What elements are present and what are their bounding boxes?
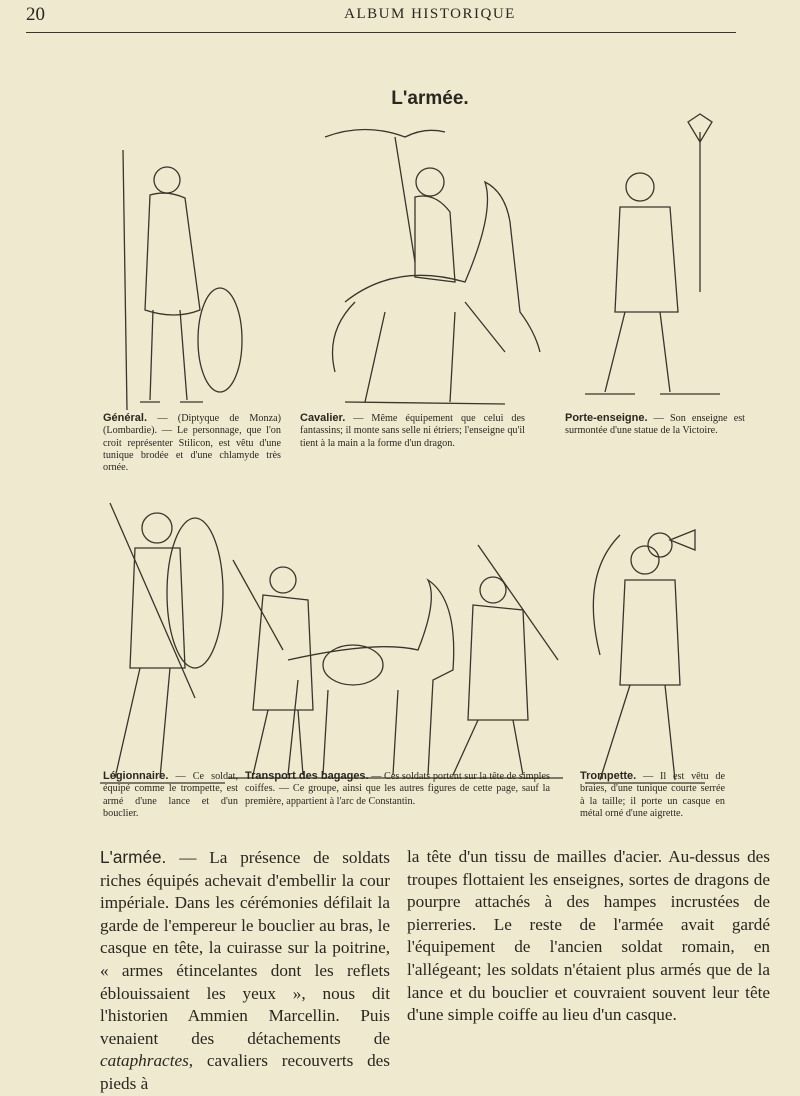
caption-general: Général. — (Diptyque de Monza) (Lombardie). — Le personnage, que l'on croit représenter Stilicon, est vêtu d'une tunique brodée et d'une chlamyde très ornée. xyxy=(103,412,281,474)
caption-legionnaire: Légionnaire. — Ce soldat, équipé comme le trompette, est armé d'une lance et d'un bouclier. xyxy=(103,770,239,819)
illustration-trompette xyxy=(580,515,710,790)
running-title: ALBUM HISTORIQUE xyxy=(344,6,516,22)
illustration-transport-bagages xyxy=(228,540,563,785)
caption-trompette: Trompette. — Il est vêtu de braies, d'une tunique courte serrée à la taille; il porte un casque en métal orné d'une aigrette. xyxy=(580,770,725,819)
page-title: L'armée. xyxy=(391,88,469,109)
caption-transport-bagages: Transport des bagages. — Ces soldats portent sur la tête de simples coiffes. — Ce groupe, ainsi que les autres figures de cette page, sauf la première, appartient à l'arc de Constantin. xyxy=(245,770,550,807)
illustration-legionnaire xyxy=(95,498,230,793)
header-rule xyxy=(26,32,736,33)
illustration-cavalier xyxy=(305,112,550,412)
illustration-general xyxy=(105,140,245,415)
illustration-porte-enseigne xyxy=(560,112,735,402)
body-column-left: L'armée. — La présence de soldats riches équipés achevait d'embellir la cour impériale. Dans les cérémonies défilait la garde de l'empereur le bouclier au bras, le casque en tête, la cuirasse sur la poitrine, « armes étincelantes dont les reflets éblouissaient les yeux », nous dit l'historien Ammien Marcellin. Puis venaient des détachements de cataphractes, cavaliers recouverts des pieds à xyxy=(100,847,390,1093)
page-number: 20 xyxy=(26,4,45,25)
caption-porte-enseigne: Porte-enseigne. — Son enseigne est surmontée d'une statue de la Victoire. xyxy=(565,412,746,437)
caption-cavalier: Cavalier. — Même équipement que celui des fantassins; il monte sans selle ni étriers; l'enseigne qu'il tient à la main a la forme d'un dragon. xyxy=(300,412,525,449)
body-column-right: la tête d'un tissu de mailles d'acier. Au-dessus des troupes flottaient les enseignes, sortes de dragons de pourpre attachés à des hampes incrustées de pierreries. Le reste de l'armée avait gardé l'équipement de l'ancien soldat romain, en l'allégeant; les soldats n'étaient plus armés que de la lance et du bouclier et couvraient souvent leur tête d'une simple coiffe au lieu d'un casque. xyxy=(407,847,770,1025)
